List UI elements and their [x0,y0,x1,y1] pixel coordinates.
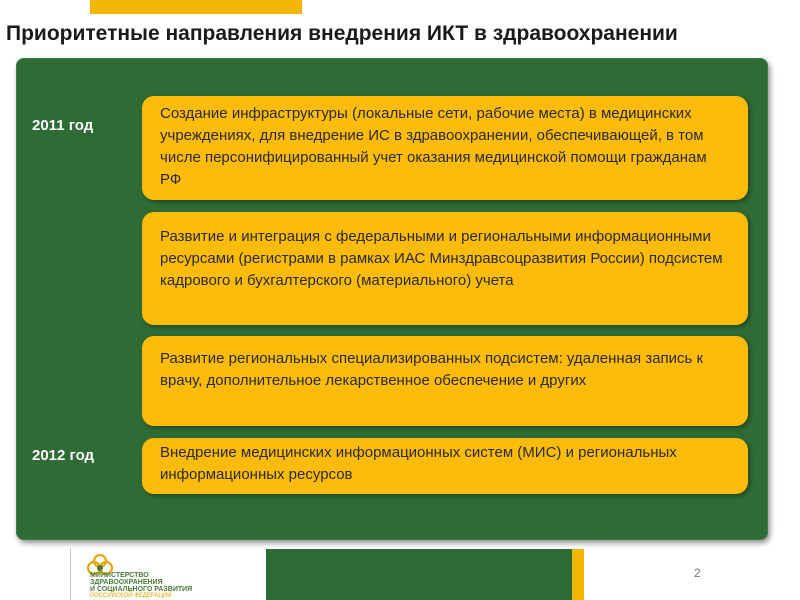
page-number: 2 [694,566,701,580]
footer-green-block [266,549,584,600]
footer-divider [70,548,71,600]
priority-card-infrastructure: Создание инфраструктуры (локальные сети, рабочие места) в медицинских учреждениях, для внедрение ИС в здравоохранении, обеспечивающей, в том числе персонифицированный учет оказания медицинской помощи гражданам РФ [142,96,748,200]
priority-card-integration: Развитие и интеграция с федеральными и региональными информационными ресурсами (регистрами в рамках ИАС Минздравсоцразвития России) подсистем кадрового и бухгалтерского (материального) учета [142,212,748,325]
top-accent-bar [90,0,302,14]
year-label-2011: 2011 год [32,117,94,134]
year-label-2012: 2012 год [32,447,95,464]
priority-card-regional-subsystems: Развитие региональных специализированных подсистем: удаленная запись к врачу, дополнительное лекарственное обеспечение и других [142,336,748,426]
ministry-logo-text: МИНИСТЕРСТВО ЗДРАВООХРАНЕНИЯ И СОЦИАЛЬНОГО РАЗВИТИЯ РОССИЙСКОЙ ФЕДЕРАЦИИ [90,572,193,599]
footer-accent-bar [572,549,584,600]
priority-card-mis: Внедрение медицинских информационных систем (МИС) и региональных информационных ресурсов [142,438,748,494]
slide-title: Приоритетные направления внедрения ИКТ в здравоохранении [6,22,678,45]
